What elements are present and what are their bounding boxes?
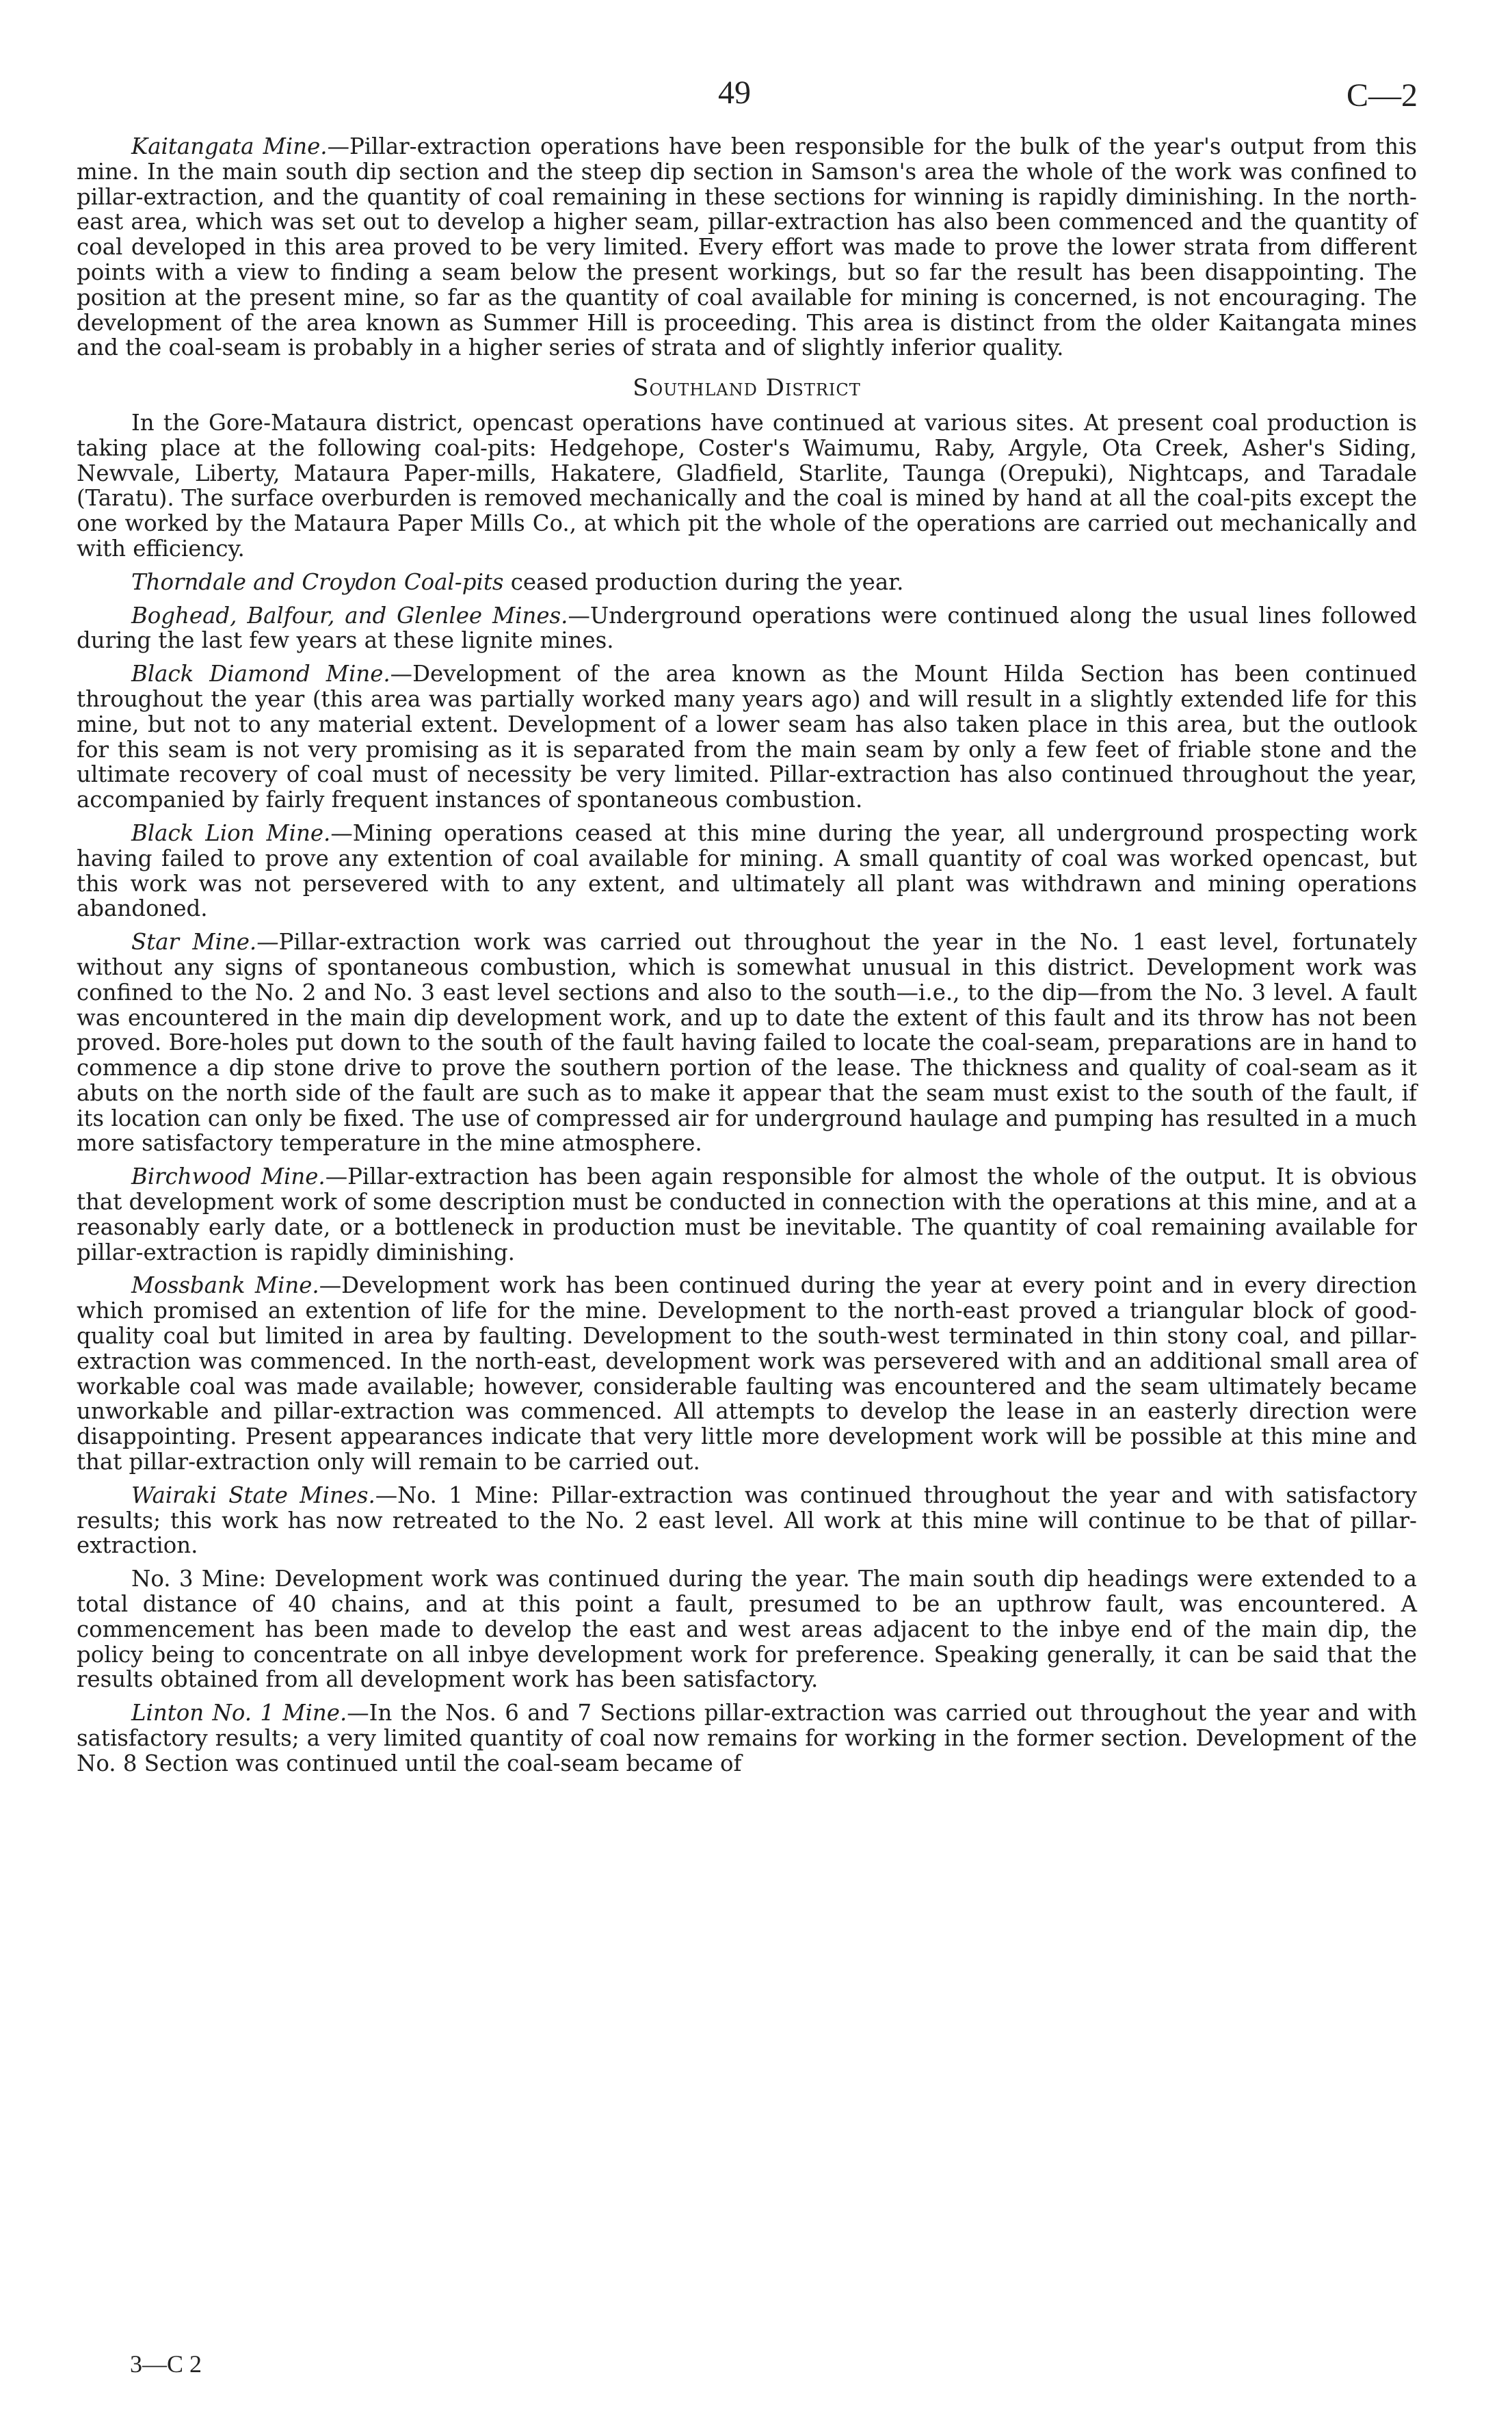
paragraph-lead: Black Lion Mine. [131,819,331,846]
paragraph-birchwood [77,1164,1417,1265]
paragraph-text: No. 3 Mine: Development work was continued during the year. The main south dip headings were extended to a total distance of 40 chains, and at this point a fault, presumed to be an upthrow fault, was encountered. A commencement has been made to develop the east and west areas adjacent to the inbye end of the main dip, the policy being to concentrate on all inbye development work for preference. Speaking generally, it can be said that the results obtained from all development work has been satisfactory. [77,1566,1417,1693]
paragraph-boghead [77,603,1417,654]
paragraph-text: ceased production during the year. [503,568,904,595]
paragraph-lead: Boghead, Balfour, and Glenlee Mines. [131,602,568,629]
paragraph-black-lion [77,821,1417,921]
paragraph-lead: Linton No. 1 Mine. [131,1700,347,1726]
paragraph-lead: Kaitangata Mine. [131,133,328,159]
paragraph-text: —In the Nos. 6 and 7 Sections pillar-extraction was carried out throughout the year and with satisfactory results; a very limited quantity of coal now remains for working in the former section. Development of the No. 8 Section was continued until the coal-seam became of [77,1700,1417,1776]
document-reference: C—2 [1346,77,1418,114]
page-number: 49 [718,75,751,111]
section-heading: Southland District [633,374,861,402]
paragraph-no3-mine [77,1566,1417,1692]
paragraph-lead: Wairaki State Mines. [131,1482,375,1508]
printer-signature: 3—C 2 [130,2350,202,2378]
paragraph-text: —Development of the area known as the Mount Hilda Section has been continued throughout the year (this area was partially worked many years ago) and will result in a slightly extended life for this mine, but not to any material extent. Development of a lower seam has also taken place in this area, but the outlook for this seam is not very promising as it is separated from the main seam by only a few feet of friable stone and the ultimate recovery of coal must of necessity be very limited. Pillar-extraction has also continued throughout the year, accompanied by fairly frequent instances of spontaneous combustion. [77,661,1417,813]
paragraph-lead: Mossbank Mine. [131,1272,319,1299]
paragraph-text: —Pillar-extraction operations have been responsible for the bulk of the year's output from this mine. In the main south dip section and the steep dip section in Samson's area the whole of the work was confined to pillar-extraction, and the quantity of coal remaining in these sections for winning is rapidly diminishing. In the north-east area, which was set out to develop a higher seam, pillar-extraction has also been commenced and the quantity of coal developed in this area proved to be very limited. Every effort was made to prove the lower strata from different points with a view to finding a seam below the present workings, but so far the result has been disappointing. The position at the present mine, so far as the quantity of coal available for mining is concerned, is not encouraging. The development of the area known as Summer Hill is proceeding. This area is distinct from the older Kaitangata mines and the coal-seam is probably in a higher series of strata and of slightly inferior quality. [77,133,1417,361]
paragraph-mossbank [77,1273,1417,1474]
paragraph-text: —Mining operations ceased at this mine during the year, all underground prospecting work having failed to prove any extention of coal available for mining. A small quantity of coal was worked opencast, but this work was not persevered with to any extent, and ultimately all plant was withdrawn and mining operations abandoned. [77,819,1417,922]
paragraph-wairaki [77,1483,1417,1558]
paragraph-star-mine [77,930,1417,1156]
paragraph-text: —Development work has been continued during the year at every point and in every direction which promised an extention of life for the mine. Development to the north-east proved a triangular block of good-quality coal but limited in area by faulting. Development to the south-west terminated in thin stony coal, and pillar-extraction was commenced. In the north-east, development work was persevered with and an additional small area of workable coal was made available; however, considerable faulting was encountered and the seam ultimately became unworkable and pillar-extraction was commenced. All attempts to develop the lease in an easterly direction were disappointing. Present appearances indicate that very little more development work will be possible at this mine and that pillar-extraction only will remain to be carried out. [77,1272,1417,1475]
paragraph-thorndale [77,570,1417,595]
paragraph-text: In the Gore-Mataura district, opencast operations have continued at various sites. At present coal production is taking place at the following coal-pits: Hedgehope, Coster's Waimumu, Raby, Argyle, Ota Creek, Asher's Siding, Newvale, Liberty, Mataura Paper-mills, Hakatere, Gladfield, Starlite, Taunga (Orepuki), Nightcaps, and Taradale (Taratu). The surface overburden is removed mechanically and the coal is mined by hand at all the coal-pits except the one worked by the Mataura Paper Mills Co., at which pit the whole of the operations are carried out mechanically and with efficiency. [77,409,1417,562]
paragraph-gore-mataura [77,410,1417,562]
paragraph-lead: Thorndale and Croydon Coal-pits [131,568,504,595]
paragraph-kaitangata [77,134,1417,360]
document-body [77,134,1417,1785]
paragraph-text: —Pillar-extraction has been again responsible for almost the whole of the output. It is obvious that development work of some description must be conducted in connection with the operations at this mine, and at a reasonably early date, or a bottleneck in production must be inevitable. The quantity of coal remaining available for pillar-extraction is rapidly diminishing. [77,1164,1417,1265]
paragraph-text: —Underground operations were continued along the usual lines followed during the last few years at these lignite mines. [77,602,1418,654]
paragraph-text: —Pillar-extraction work was carried out throughout the year in the No. 1 east level, fortunately without any signs of spontaneous combustion, which is somewhat unusual in this district. Development work was confined to the No. 2 and No. 3 east level sections and also to the south—i.e., to the dip—from the No. 3 level. A fault was encountered in the main dip development work, and up to date the extent of this fault and its throw has not been proved. Bore-holes put down to the south of the fault having failed to locate the coal-seam, preparations are in hand to commence a dip stone drive to prove the southern portion of the lease. The thickness and quality of coal-seam as it abuts on the north side of the fault are such as to make it appear that the seam must exist to the south of the fault, if its location can only be fixed. The use of compressed air for underground haulage and pumping has resulted in a much more satisfactory temperature in the mine atmosphere. [77,929,1417,1157]
paragraph-black-diamond [77,661,1417,813]
paragraph-lead: Birchwood Mine. [131,1164,326,1190]
paragraph-lead: Black Diamond Mine. [131,661,390,687]
paragraph-text: —No. 1 Mine: Pillar-extraction was continued throughout the year and with satisfactory results; this work has now retreated to the No. 2 east level. All work at this mine will continue to be that of pillar-extraction. [77,1482,1417,1559]
paragraph-linton [77,1700,1417,1776]
paragraph-lead: Star Mine. [131,929,257,956]
